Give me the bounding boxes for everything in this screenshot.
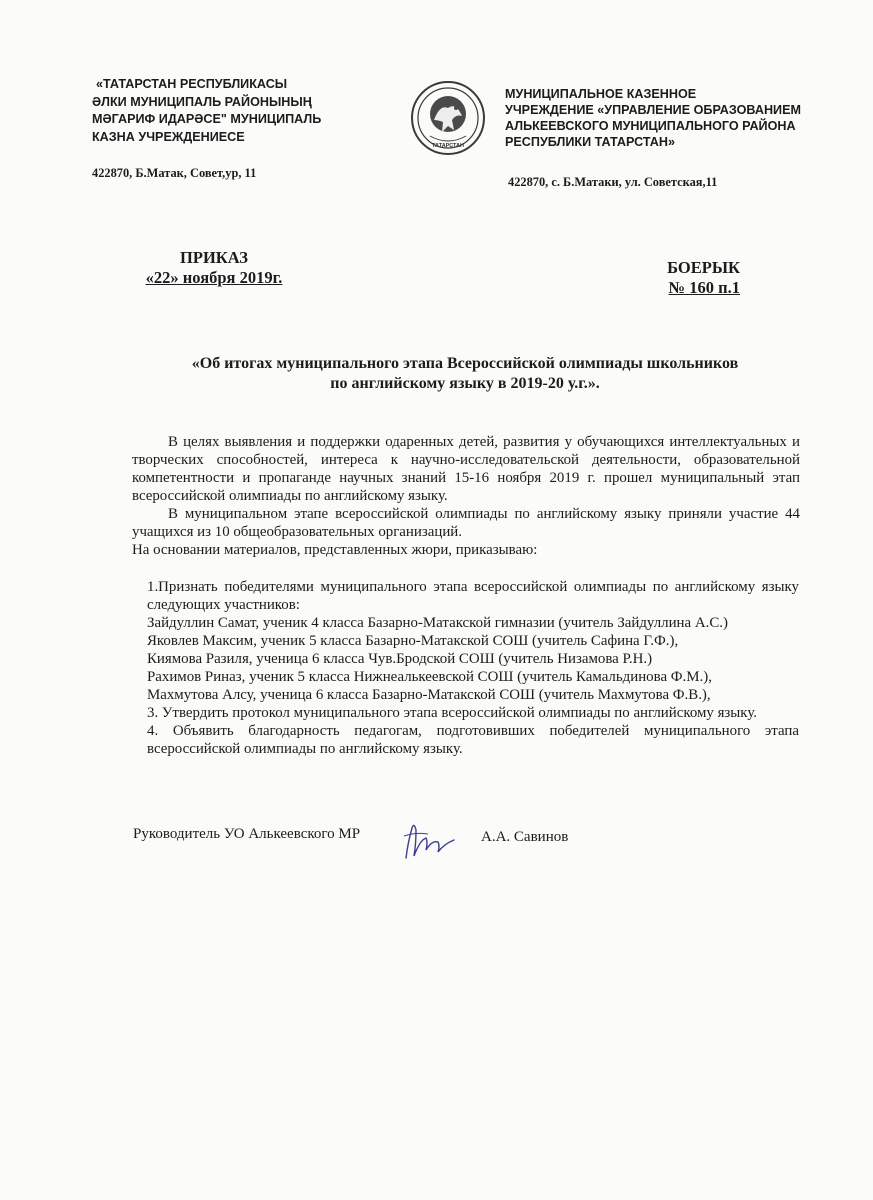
header-right-org [505,86,845,150]
winner-item: Зайдуллин Самат, ученик 4 класса Базарно-Матакской гимназии (учитель Зайдуллина А.С.) [147,615,728,631]
header-left-line: ӘЛКИ МУНИЦИПАЛЬ РАЙОНЫНЫҢ [92,94,312,109]
emblem-caption: ТАТАРСТАН [431,143,465,149]
header-left-line: МӘГАРИФ ИДАРӘСЕ" МУНИЦИПАЛЬ [92,112,322,126]
paragraph-purpose [132,433,800,505]
list-item-1: 1.Признать победителями муниципального этапа всероссийской олимпиады по английскому языку следующих участников: [147,579,799,613]
winner-item: Киямова Разиля, ученица 6 класса Чув.Бродской СОШ (учитель Низамова Р.Н.) [147,651,653,667]
paragraph-participants-text: В муниципальном этапе всероссийской олимпиады по английскому языку приняли участие 44 учащихся из 10 общеобразовательных организаций. [132,506,800,540]
paragraph-purpose-text: В целях выявления и поддержки одаренных детей, развития у обучающихся интеллектуальных и творческих способностей, интереса к научно-исследовательской деятельности, образовательной компетентности и пропаганде научных знаний 15-16 ноября 2019 г. прошел муниципальный этап всероссийской олимпиады по английскому языку. [132,434,800,504]
header-right-line: УЧРЕЖДЕНИЕ «УПРАВЛЕНИЕ ОБРАЗОВАНИЕМ [505,103,801,117]
list-item-4: 4. Объявить благодарность педагогам, подготовивших победителей муниципального этапа всероссийской олимпиады по английскому языку. [147,723,799,757]
signatory-title: Руководитель УО Алькеевского МР [133,826,361,842]
header-right-line: МУНИЦИПАЛЬНОЕ КАЗЕННОЕ [505,87,697,101]
winner-item: Махмутова Алсу, ученица 6 класса Базарно-Матакской СОШ (учитель Махмутова Ф.В.), [147,687,711,703]
list-item-3: 3. Утвердить протокол муниципального этапа всероссийской олимпиады по английскому языку. [147,705,758,721]
header-left-line: КАЗНА УЧРЕЖДЕНИЕСЕ [92,129,245,144]
header-right-address: 422870, с. Б.Матаки, ул. Советская,11 [508,175,718,189]
paragraph-participants [132,505,800,541]
handwritten-signature-icon [398,818,456,864]
document-title [155,354,775,394]
header-right-line: РЕСПУБЛИКИ ТАТАРСТАН» [505,135,675,149]
order-left-title: ПРИКАЗ [180,248,248,267]
winner-item: Рахимов Риназ, ученик 5 класса Нижнеалькеевской СОШ (учитель Камальдинова Ф.М.), [147,669,712,685]
winner-item: Яковлев Максим, ученик 5 класса Базарно-Матакской СОШ (учитель Сафина Г.Ф.), [147,633,679,649]
order-right [640,258,740,298]
header-right-line: АЛЬКЕЕВСКОГО МУНИЦИПАЛЬНОГО РАЙОНА [505,119,796,133]
order-number: № 160 п.1 [668,278,740,297]
paragraph-basis: На основании материалов, представленных жюри, приказываю: [132,542,538,558]
header-left-address: 422870, Б.Матак, Совет,ур, 11 [92,166,257,180]
order-right-title: БОЕРЫК [667,258,740,277]
order-date: «22» ноября 2019г. [145,268,283,287]
header-left-line: «ТАТАРСТАН РЕСПУБЛИКАСЫ [96,77,288,91]
header-left-org [92,76,382,146]
document-title-line2: по английскому языку в 2019-20 у.г.». [330,375,600,392]
document-title-line1: «Об итогах муниципального этапа Всероссийской олимпиады школьников [191,355,739,372]
order-left [134,248,294,288]
signatory-name: А.А. Савинов [481,829,569,845]
order-list [147,578,799,758]
